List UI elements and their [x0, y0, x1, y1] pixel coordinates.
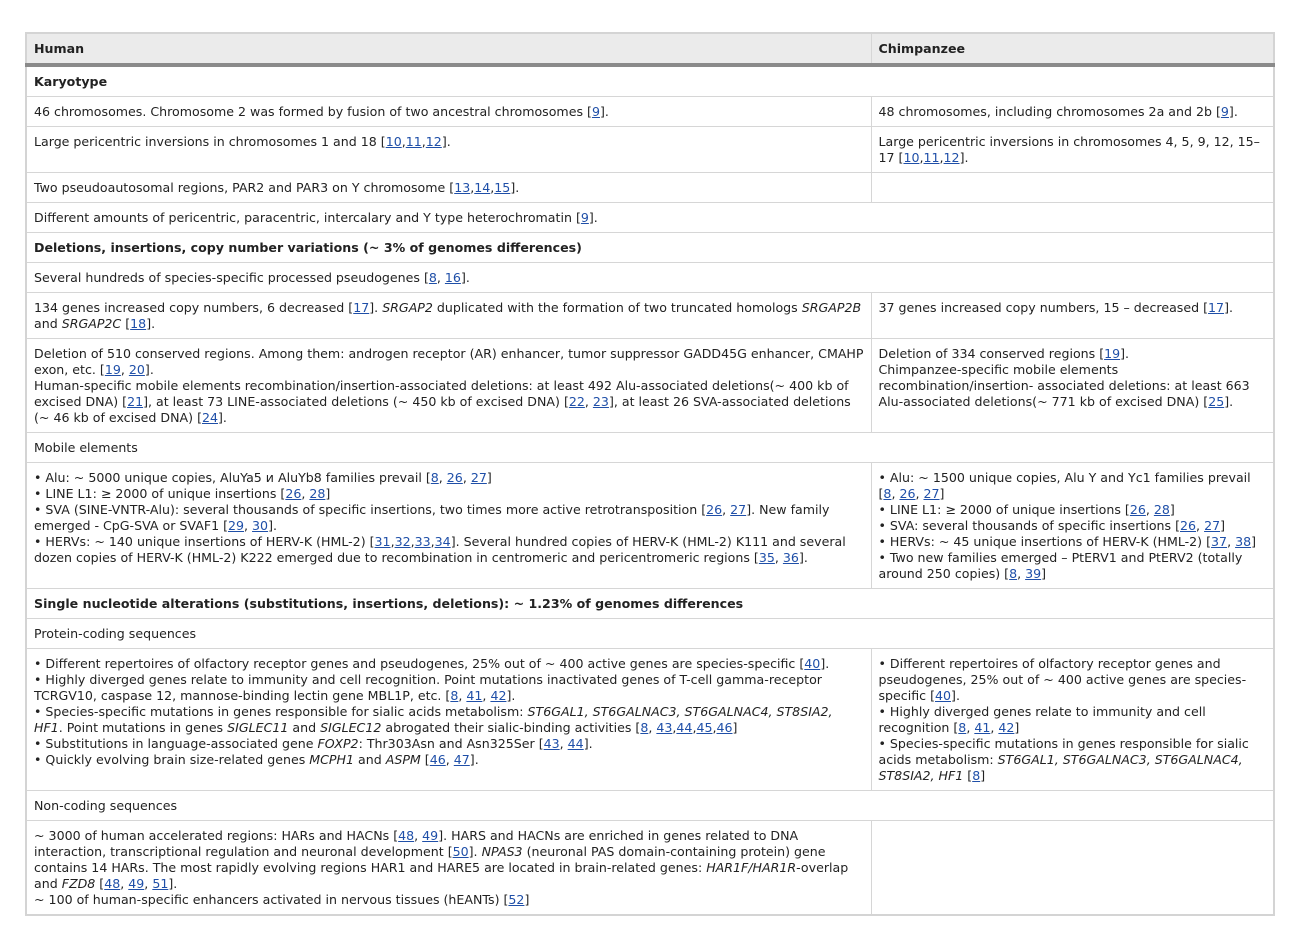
gene-name: SIGLEC12 — [320, 720, 382, 735]
reference-link[interactable]: 38 — [1235, 534, 1252, 549]
reference-link[interactable]: 17 — [353, 300, 370, 315]
gene-name: SRGAP2B — [801, 300, 862, 315]
reference-link[interactable]: 26 — [1180, 518, 1197, 533]
human-cell: Deletion of 510 conserved regions. Among them: androgen receptor (AR) enhancer, tumor suppressor GADD45G enhancer, CMAHP exon, etc. [19, 20]. Human-specific mobile elements recombination/insertion-associated deletions: at least 492 Alu-associated deletions(~ 400 kb of excised DNA) [21], at least 73 LINE-associated deletions (~ 450 kb of excised DNA) [22, 23], at least 26 SVA-associated deletions (~ 46 kb of excised DNA) [24]. — [26, 339, 871, 433]
spanning-cell: Several hundreds of species-specific processed pseudogenes [8, 16]. — [26, 263, 1274, 293]
reference-link[interactable]: 11 — [405, 134, 422, 149]
reference-link[interactable]: 8 — [958, 720, 967, 735]
gene-name: FZD8 — [61, 876, 96, 891]
human-cell: Two pseudoautosomal regions, PAR2 and PAR3 on Y chromosome [13,14,15]. — [26, 173, 871, 203]
human-cell: 46 chromosomes. Chromosome 2 was formed by fusion of two ancestral chromosomes [9]. — [26, 97, 871, 127]
reference-link[interactable]: 8 — [428, 270, 437, 285]
reference-link[interactable]: 9 — [580, 210, 589, 225]
table-row — [26, 791, 1274, 821]
chimpanzee-cell — [871, 821, 1274, 916]
reference-link[interactable]: 21 — [127, 394, 144, 409]
table-row — [26, 97, 1274, 127]
reference-link[interactable]: 49 — [128, 876, 145, 891]
section-row — [26, 233, 1274, 263]
chimpanzee-cell: 37 genes increased copy numbers, 15 – decreased [17]. — [871, 293, 1274, 339]
reference-link[interactable]: 32 — [394, 534, 411, 549]
gene-name: ST6GAL1, ST6GALNAC3, ST6GALNAC4, ST8SIA2, HF1 — [34, 704, 833, 735]
gene-name: SIGLEC11 — [227, 720, 289, 735]
reference-link[interactable]: 8 — [883, 486, 892, 501]
chimpanzee-cell: Deletion of 334 conserved regions [19]. Chimpanzee-specific mobile elements recombination/insertion- associated deletions: at least 663 Alu-associated deletions(~ 771 kb of excised DNA) [25]. — [871, 339, 1274, 433]
reference-link[interactable]: 44 — [567, 736, 584, 751]
gene-name: MCPH1 — [309, 752, 355, 767]
reference-link[interactable]: 35 — [758, 550, 775, 565]
reference-link[interactable]: 49 — [422, 828, 439, 843]
reference-link[interactable]: 26 — [899, 486, 916, 501]
reference-link[interactable]: 26 — [285, 486, 302, 501]
reference-link[interactable]: 29 — [228, 518, 245, 533]
reference-link[interactable]: 9 — [591, 104, 600, 119]
section-heading: Karyotype — [26, 65, 1274, 97]
section-row — [26, 589, 1274, 619]
reference-link[interactable]: 22 — [568, 394, 585, 409]
table-row — [26, 821, 1274, 916]
reference-link[interactable]: 8 — [430, 470, 439, 485]
reference-link[interactable]: 19 — [104, 362, 121, 377]
table-row — [26, 127, 1274, 173]
gene-name: ASPM — [385, 752, 421, 767]
reference-link[interactable]: 27 — [1204, 518, 1221, 533]
reference-link[interactable]: 26 — [446, 470, 463, 485]
reference-link[interactable]: 44 — [676, 720, 693, 735]
table-row — [26, 339, 1274, 433]
reference-link[interactable]: 47 — [453, 752, 470, 767]
reference-link[interactable]: 51 — [152, 876, 169, 891]
table-row — [26, 173, 1274, 203]
reference-link[interactable]: 10 — [385, 134, 402, 149]
reference-link[interactable]: 15 — [494, 180, 511, 195]
reference-link[interactable]: 28 — [309, 486, 326, 501]
reference-link[interactable]: 50 — [452, 844, 469, 859]
reference-link[interactable]: 23 — [592, 394, 609, 409]
reference-link[interactable]: 18 — [130, 316, 147, 331]
reference-link[interactable]: 42 — [998, 720, 1015, 735]
spanning-cell: Different amounts of pericentric, paracentric, intercalary and Y type heterochromatin [9]. — [26, 203, 1274, 233]
column-header-human: Human — [26, 33, 871, 65]
reference-link[interactable]: 40 — [804, 656, 821, 671]
section-heading: Deletions, insertions, copy number variations (~ 3% of genomes differences) — [26, 233, 1274, 263]
gene-name: SRGAP2 — [382, 300, 433, 315]
human-cell: Large pericentric inversions in chromosomes 1 and 18 [10,11,12]. — [26, 127, 871, 173]
chimpanzee-cell: • Alu: ~ 1500 unique copies, Alu Y and Yc1 families prevail [8, 26, 27] • LINE L1: ≥ 2000 of unique insertions [26, 28] • SVA: several thousands of specific insertions [26, 27] • HERVs: ~ 45 unique insertions of HERV-K (HML-2) [37, 38] • Two new families emerged – PtERV1 and PtERV2 (totally around 250 copies) [8, 39] — [871, 463, 1274, 589]
chimpanzee-cell — [871, 173, 1274, 203]
gene-name: SRGAP2C — [61, 316, 122, 331]
reference-link[interactable]: 26 — [706, 502, 723, 517]
human-cell: • Different repertoires of olfactory receptor genes and pseudogenes, 25% out of ~ 400 active genes are species-specific [40]. • Highly diverged genes relate to immunity and cell recognition. Point mutations inactivated genes of T-cell gamma-receptor TCRGV10, caspase 12, mannose-binding lectin gene MBL1P, etc. [8, 41, 42]. • Species-specific mutations in genes responsible for sialic acids metabolism: ST6GAL1, ST6GALNAC3, ST6GALNAC4, ST8SIA2, HF1. Point mutations in genes SIGLEC11 and SIGLEC12 abrogated their sialic-binding activities [8, 43,44,45,46] • Substitutions in language-associated gene FOXP2: Thr303Asn and Asn325Ser [43, 44]. • Quickly evolving brain size-related genes MCPH1 and ASPM [46, 47]. — [26, 649, 871, 791]
spanning-cell: Protein-coding sequences — [26, 619, 1274, 649]
reference-link[interactable]: 27 — [923, 486, 940, 501]
chimpanzee-cell: • Different repertoires of olfactory receptor genes and pseudogenes, 25% out of ~ 400 active genes are species-specific [40]. • Highly diverged genes relate to immunity and cell recognition [8, 41, 42] • Species-specific mutations in genes responsible for sialic acids metabolism: ST6GAL1, ST6GALNAC3, ST6GALNAC4, ST8SIA2, HF1 [8] — [871, 649, 1274, 791]
spanning-cell: Non-coding sequences — [26, 791, 1274, 821]
gene-name: NPAS3 — [481, 844, 523, 859]
reference-link[interactable]: 9 — [1220, 104, 1229, 119]
reference-link[interactable]: 27 — [470, 470, 487, 485]
table-row — [26, 293, 1274, 339]
reference-link[interactable]: 34 — [434, 534, 451, 549]
reference-link[interactable]: 8 — [450, 688, 459, 703]
reference-link[interactable]: 12 — [425, 134, 442, 149]
reference-link[interactable]: 24 — [201, 410, 219, 425]
reference-link[interactable]: 19 — [1104, 346, 1121, 361]
table-row — [26, 463, 1274, 589]
reference-link[interactable]: 17 — [1208, 300, 1225, 315]
human-cell: ~ 3000 of human accelerated regions: HARs and HACNs [48, 49]. HARS and HACNs are enriched in genes related to DNA interaction, transcriptional regulation and neuronal development [50]. NPAS3 (neuronal PAS domain-containing protein) gene contains 14 HARs. The most rapidly evolving regions HAR1 and HARE5 are located in brain-related genes: HAR1F/HAR1R-overlap and FZD8 [48, 49, 51]. ~ 100 of human-specific enhancers activated in nervous tissues (hEANTs) [52] — [26, 821, 871, 916]
table-row — [26, 649, 1274, 791]
table-row — [26, 619, 1274, 649]
reference-link[interactable]: 31 — [374, 534, 391, 549]
table-row — [26, 203, 1274, 233]
reference-link[interactable]: 8 — [972, 768, 981, 783]
gene-name: HAR1F/HAR1R — [706, 860, 797, 875]
column-header-chimpanzee: Chimpanzee — [871, 33, 1274, 65]
reference-link[interactable]: 30 — [252, 518, 269, 533]
reference-link[interactable]: 45 — [696, 720, 713, 735]
reference-link[interactable]: 37 — [1211, 534, 1228, 549]
reference-link[interactable]: 39 — [1025, 566, 1042, 581]
human-cell: • Alu: ~ 5000 unique copies, AluYa5 и AluYb8 families prevail [8, 26, 27] • LINE L1: ≥ 2000 of unique insertions [26, 28] • SVA (SINE-VNTR-Alu): several thousands of specific insertions, two times more active retrotransposition [26, 27]. New family emerged - CpG-SVA or SVAF1 [29, 30]. • HERVs: ~ 140 unique insertions of HERV-K (HML-2) [31,32,33,34]. Several hundred copies of HERV-K (HML-2) K111 and several dozen copies of HERV-K (HML-2) K222 emerged due to recombination in centromeric and pericentromeric regions [35, 36]. — [26, 463, 871, 589]
reference-link[interactable]: 16 — [444, 270, 461, 285]
reference-link[interactable]: 40 — [935, 688, 952, 703]
table-row — [26, 433, 1274, 463]
reference-link[interactable]: 8 — [1009, 566, 1018, 581]
reference-link[interactable]: 20 — [128, 362, 145, 377]
comparison-table-container — [25, 32, 1273, 916]
reference-link[interactable]: 42 — [490, 688, 507, 703]
reference-link[interactable]: 41 — [466, 688, 483, 703]
reference-link[interactable]: 46 — [716, 720, 733, 735]
section-heading: Single nucleotide alterations (substitutions, insertions, deletions): ~ 1.23% of genomes differences — [26, 589, 1274, 619]
reference-link[interactable]: 36 — [782, 550, 799, 565]
reference-link[interactable]: 52 — [508, 892, 525, 907]
reference-link[interactable]: 27 — [730, 502, 747, 517]
comparison-table — [25, 32, 1275, 916]
reference-link[interactable]: 8 — [640, 720, 649, 735]
table-header-row — [26, 33, 1274, 65]
reference-link[interactable]: 25 — [1208, 394, 1225, 409]
spanning-cell: Mobile elements — [26, 433, 1274, 463]
human-cell: 134 genes increased copy numbers, 6 decreased [17]. SRGAP2 duplicated with the formation of two truncated homologs SRGAP2B and SRGAP2C [18]. — [26, 293, 871, 339]
reference-link[interactable]: 48 — [104, 876, 121, 891]
reference-link[interactable]: 13 — [454, 180, 471, 195]
reference-link[interactable]: 12 — [943, 150, 960, 165]
reference-link[interactable]: 26 — [1129, 502, 1146, 517]
reference-link[interactable]: 43 — [656, 720, 673, 735]
section-row — [26, 65, 1274, 97]
table-row — [26, 263, 1274, 293]
reference-link[interactable]: 48 — [398, 828, 415, 843]
gene-name: ST6GAL1, ST6GALNAC3, ST6GALNAC4, ST8SIA2, HF1 — [878, 752, 1243, 783]
chimpanzee-cell: Large pericentric inversions in chromosomes 4, 5, 9, 12, 15–17 [10,11,12]. — [871, 127, 1274, 173]
reference-link[interactable]: 43 — [543, 736, 560, 751]
reference-link[interactable]: 10 — [903, 150, 920, 165]
chimpanzee-cell: 48 chromosomes, including chromosomes 2a and 2b [9]. — [871, 97, 1274, 127]
table-body — [26, 65, 1274, 915]
reference-link[interactable]: 14 — [474, 180, 491, 195]
reference-link[interactable]: 41 — [974, 720, 991, 735]
gene-name: FOXP2 — [317, 736, 359, 751]
reference-link[interactable]: 28 — [1153, 502, 1170, 517]
reference-link[interactable]: 33 — [414, 534, 431, 549]
reference-link[interactable]: 11 — [923, 150, 940, 165]
reference-link[interactable]: 46 — [429, 752, 446, 767]
